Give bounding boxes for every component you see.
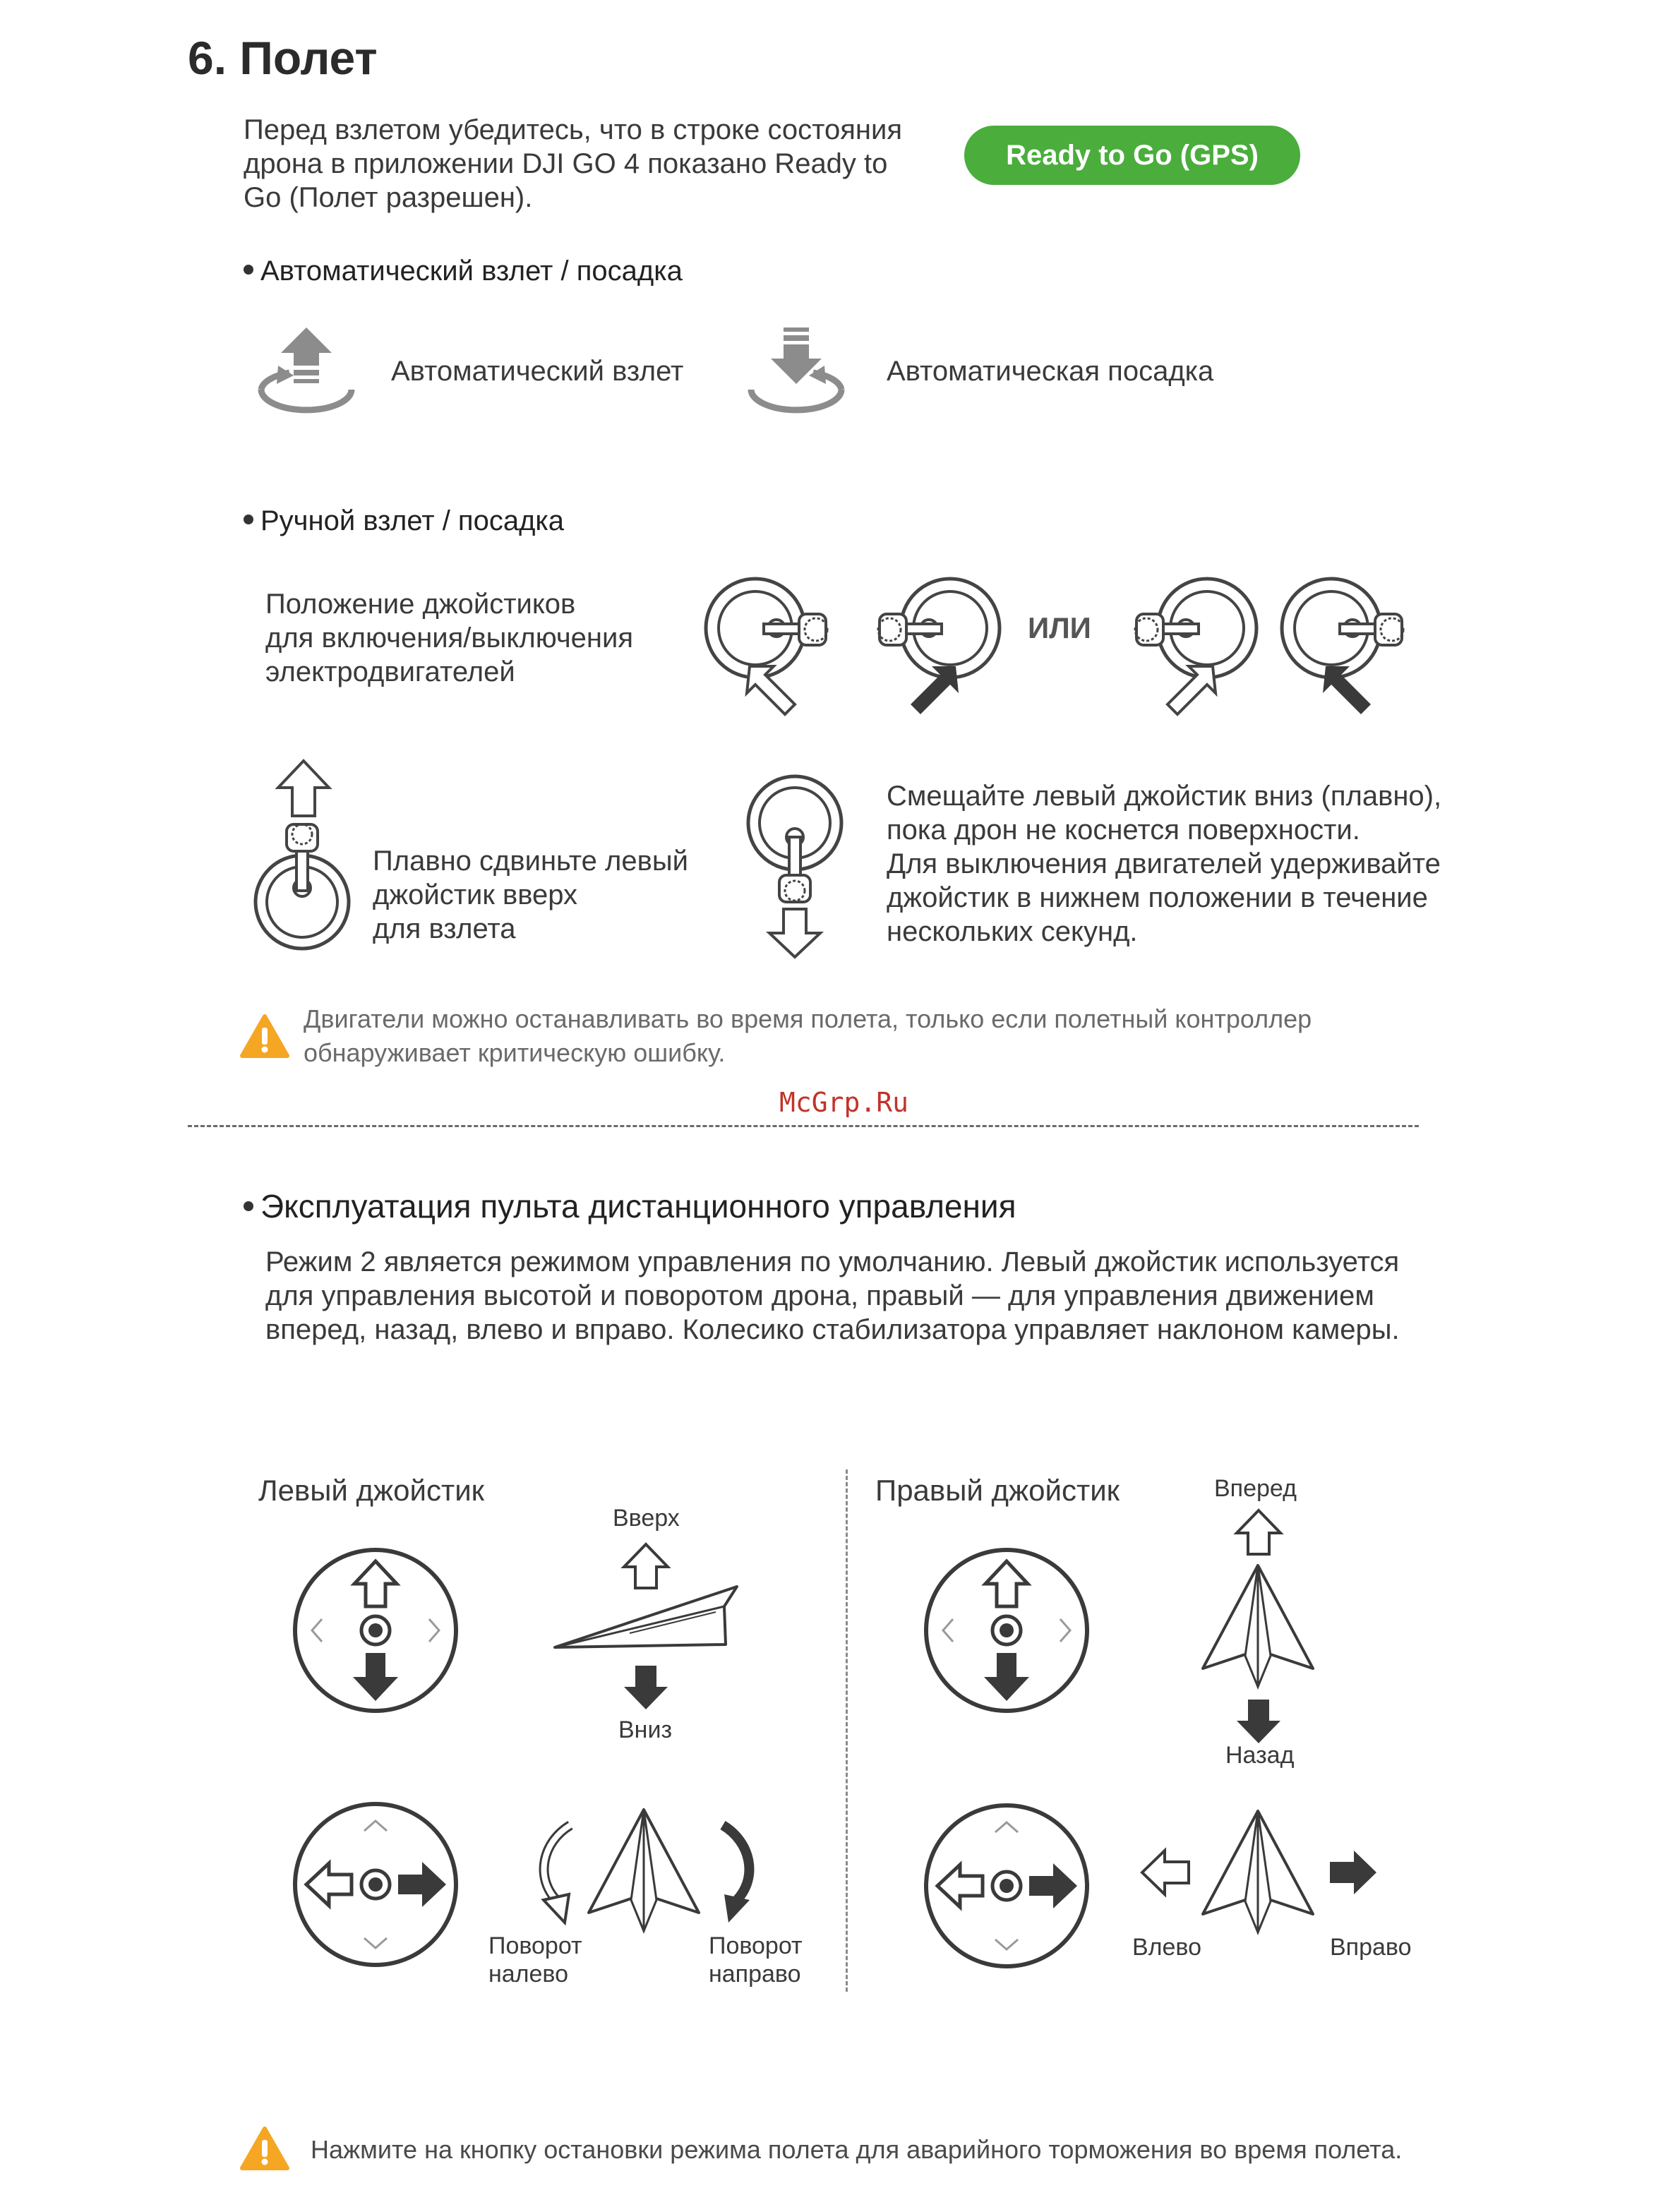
stick-up-takeoff-icon: [251, 757, 357, 954]
landing-line-5: нескольких секунд.: [887, 916, 1138, 947]
stick-position-line-2: для включения/выключения: [265, 623, 633, 654]
stick-position-line-3: электродвигателей: [265, 656, 515, 687]
rotate-right-arrow-icon: [716, 1821, 765, 1927]
down-label: Вниз: [618, 1716, 673, 1743]
turn-left-label-1: Поворот: [488, 1932, 582, 1959]
stick-csc-right-b-icon: [1279, 567, 1420, 716]
or-label: ИЛИ: [1028, 611, 1091, 644]
intro-line-1: Перед взлетом убедитесь, что в строке состояния: [244, 114, 903, 145]
right-arrow-icon: [1327, 1848, 1379, 1897]
left-stick-vertical-icon: [291, 1546, 460, 1715]
rotate-left-arrow-icon: [528, 1821, 577, 1927]
auto-landing-label: Автоматическая посадка: [887, 356, 1214, 387]
warning-line-1: Двигатели можно останавливать во время полета, только если полетный контроллер: [304, 1004, 1312, 1033]
warning-icon: [240, 2126, 289, 2171]
stick-csc-right-a-icon: [861, 567, 1002, 716]
right-stick-horizontal-icon: [922, 1801, 1091, 1971]
right-label: Вправо: [1330, 1934, 1412, 1961]
landing-line-3: Для выключения двигателей удерживайте: [887, 848, 1441, 879]
bullet-dot: [244, 265, 253, 275]
page-title: 6. Полет: [188, 32, 378, 84]
auto-takeoff-label: Автоматический взлет: [391, 356, 684, 387]
auto-takeoff-icon: [257, 325, 356, 416]
left-stick-title: Левый джойстик: [258, 1474, 485, 1507]
right-stick-vertical-icon: [922, 1546, 1091, 1715]
warning-line-2: обнаруживает критическую ошибку.: [304, 1038, 726, 1067]
column-divider: [846, 1469, 848, 1992]
stick-csc-left-a-icon: [703, 567, 844, 716]
aircraft-top-forward-icon: [1200, 1563, 1316, 1690]
manual-section-heading-text: Ручной взлет / посадка: [260, 505, 565, 536]
rc-section-heading-text: Эксплуатация пульта дистанционного управления: [260, 1188, 1016, 1225]
aircraft-side-icon: [552, 1582, 741, 1656]
right-stick-title: Правый джойстик: [875, 1474, 1120, 1507]
rc-body-line-1: Режим 2 является режимом управления по умолчанию. Левый джойстик используется: [265, 1246, 1400, 1277]
rc-body-line-2: для управления высотой и поворотом дрона, правый — для управления движением: [265, 1280, 1374, 1311]
down-arrow-icon: [621, 1663, 671, 1712]
aircraft-top-left-icon: [586, 1807, 702, 1934]
emergency-warning-text: Нажмите на кнопку остановки режима полета для аварийного торможения во время полета.: [311, 2135, 1403, 2164]
takeoff-line-3: для взлета: [373, 913, 516, 944]
rc-body-line-3: вперед, назад, влево и вправо. Колесико стабилизатора управляет наклоном камеры.: [265, 1314, 1400, 1345]
watermark: McGrp.Ru: [779, 1087, 909, 1118]
status-badge: Ready to Go (GPS): [964, 126, 1300, 185]
section-divider: [188, 1125, 1419, 1127]
landing-line-1: Смещайте левый джойстик вниз (плавно),: [887, 781, 1442, 812]
bullet-dot: [244, 1201, 253, 1211]
intro-line-2: дрона в приложении DJI GO 4 показано Ready to: [244, 148, 888, 179]
rc-section-heading: [244, 1187, 1016, 1225]
takeoff-line-2: джойстик вверх: [373, 879, 578, 910]
warning-icon: [240, 1014, 289, 1059]
takeoff-line-1: Плавно сдвиньте левый: [373, 846, 688, 877]
up-label: Вверх: [613, 1505, 680, 1532]
auto-landing-icon: [747, 325, 846, 416]
auto-section-heading: [244, 255, 683, 287]
forward-arrow-icon: [1234, 1508, 1283, 1557]
aircraft-top-lateral-icon: [1200, 1808, 1316, 1935]
backward-arrow-icon: [1234, 1697, 1283, 1746]
manual-section-heading: [244, 505, 564, 537]
left-label: Влево: [1132, 1934, 1202, 1961]
bullet-dot: [244, 515, 253, 524]
turn-left-label-2: налево: [488, 1961, 569, 1987]
landing-line-4: джойстик в нижнем положении в течение: [887, 882, 1428, 913]
left-stick-horizontal-icon: [291, 1800, 460, 1969]
forward-label: Вперед: [1214, 1475, 1297, 1502]
left-arrow-icon: [1139, 1848, 1192, 1897]
auto-section-heading-text: Автоматический взлет / посадка: [260, 255, 683, 287]
backward-label: Назад: [1225, 1742, 1295, 1769]
intro-line-3: Go (Полет разрешен).: [244, 182, 533, 213]
stick-position-line-1: Положение джойстиков: [265, 589, 576, 620]
landing-line-2: пока дрон не коснется поверхности.: [887, 814, 1360, 846]
stick-csc-left-b-icon: [1118, 567, 1259, 716]
stick-down-landing-icon: [741, 769, 847, 960]
turn-right-label-1: Поворот: [709, 1932, 803, 1959]
turn-right-label-2: направо: [709, 1961, 801, 1987]
